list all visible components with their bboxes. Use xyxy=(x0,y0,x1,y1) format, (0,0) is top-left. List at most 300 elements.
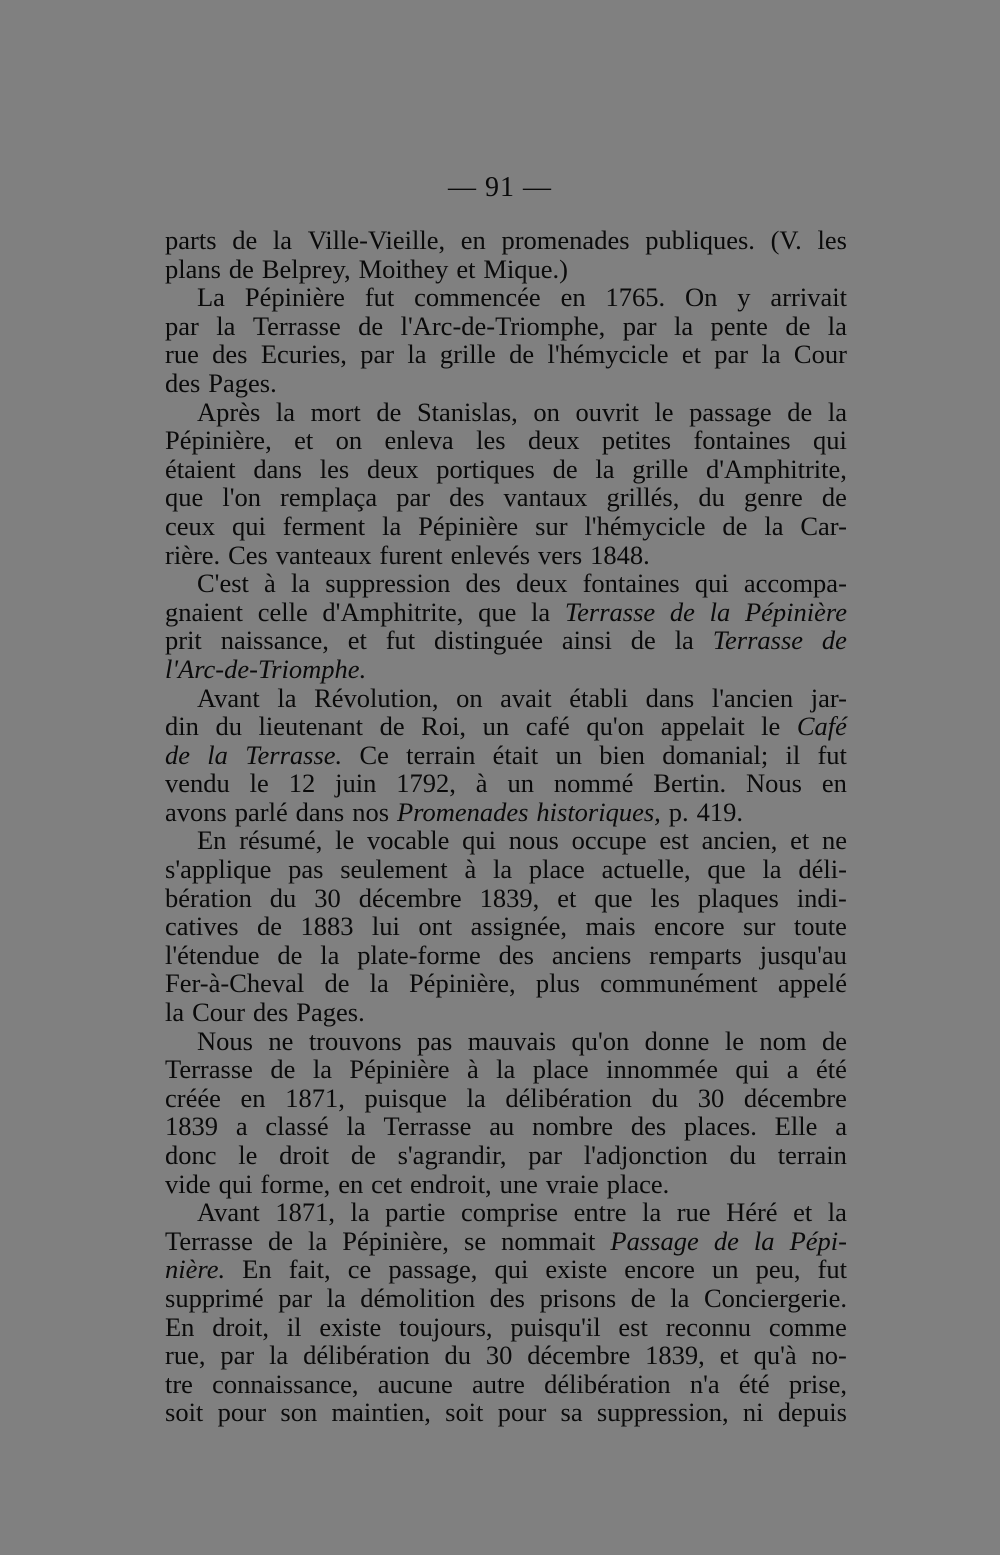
paragraph xyxy=(165,398,847,570)
paragraph xyxy=(165,1027,847,1199)
word: de xyxy=(669,596,695,627)
word: fut xyxy=(817,739,847,770)
word: de xyxy=(257,911,283,942)
word: parts xyxy=(165,225,217,255)
word: la xyxy=(272,225,293,255)
paragraph xyxy=(165,283,847,397)
word: vraie xyxy=(545,1168,599,1199)
word: Ces xyxy=(228,539,268,570)
word: la xyxy=(269,1340,289,1371)
word: été xyxy=(738,1368,770,1399)
word: et xyxy=(790,825,810,856)
word: on xyxy=(335,425,363,456)
word: de xyxy=(324,968,350,999)
word: déli- xyxy=(798,854,847,885)
word: Pépinière xyxy=(418,510,519,541)
word: depuis xyxy=(777,1397,847,1428)
text-line xyxy=(165,340,847,369)
word: ouvrit xyxy=(575,396,639,427)
word: endroit, xyxy=(410,1168,492,1199)
word: partie xyxy=(385,1197,446,1228)
word: la xyxy=(827,310,847,341)
word: place xyxy=(528,854,585,885)
word: des xyxy=(212,339,248,370)
word: mort xyxy=(310,396,361,427)
word: Mique.) xyxy=(483,253,569,284)
word: en xyxy=(240,1082,266,1113)
word: Pépinière, xyxy=(165,425,272,456)
word: qui xyxy=(694,568,729,599)
word: En xyxy=(197,825,227,856)
word: supprimé xyxy=(165,1282,264,1313)
word: 1792, xyxy=(396,768,456,799)
word: de xyxy=(821,1025,847,1056)
word: pour xyxy=(217,1397,267,1428)
word: sur xyxy=(743,911,776,942)
word: l'étendue xyxy=(165,939,260,970)
word: grille xyxy=(632,453,689,484)
word: remparts xyxy=(649,939,742,970)
word: est xyxy=(659,825,689,856)
word: à xyxy=(466,1054,479,1085)
word: des xyxy=(253,997,289,1028)
word: la xyxy=(531,596,551,627)
word: puisque xyxy=(364,1082,447,1113)
word: pente xyxy=(710,310,768,341)
page-number: — 91 — xyxy=(448,172,552,203)
word: l'hémycicle xyxy=(547,339,669,370)
text-line xyxy=(165,1055,847,1084)
word: des xyxy=(498,939,534,970)
text-line xyxy=(165,398,847,427)
word: Roi, xyxy=(421,711,467,742)
word: Ville-Vieille, xyxy=(307,225,446,255)
word: la xyxy=(312,1054,332,1085)
word: l'Arc-de-Triomphe. xyxy=(165,653,367,684)
word: C'est xyxy=(197,568,249,599)
word: ne xyxy=(821,825,847,856)
word: droit xyxy=(279,1140,330,1170)
word: étaient xyxy=(165,453,236,484)
word: juin xyxy=(335,768,377,799)
word: existe xyxy=(319,1311,382,1342)
word: avait xyxy=(500,682,552,713)
word: la xyxy=(827,1197,847,1228)
text-line xyxy=(165,826,847,855)
word: places. xyxy=(684,1111,757,1142)
word: Révolution, xyxy=(314,682,439,713)
word: enlevés xyxy=(450,539,531,570)
word: nous xyxy=(508,825,559,856)
word: l'hémycicle xyxy=(584,510,706,541)
word: seulement xyxy=(340,854,448,885)
word: parlé xyxy=(234,796,288,827)
word: portiques xyxy=(436,453,535,484)
word: fut xyxy=(364,282,395,313)
word: domanial; xyxy=(662,739,769,770)
word: bien xyxy=(599,739,645,770)
word: 1848. xyxy=(590,539,650,570)
word: les xyxy=(650,882,680,913)
word: et xyxy=(681,339,701,370)
word: des xyxy=(449,482,485,513)
word: la xyxy=(827,396,847,427)
word: soit xyxy=(165,1397,204,1428)
word: que xyxy=(478,596,517,627)
word: des xyxy=(489,1282,525,1313)
word: de xyxy=(379,711,405,742)
word: par xyxy=(714,339,749,370)
word: de xyxy=(350,1140,376,1170)
text-line xyxy=(165,1284,847,1313)
word: de xyxy=(358,310,384,341)
word: Ce xyxy=(359,739,389,770)
word: assignée, xyxy=(470,911,568,942)
word: 12 xyxy=(288,768,316,799)
word: nommé xyxy=(553,768,634,799)
word: Conciergerie. xyxy=(703,1282,847,1313)
word: Car- xyxy=(800,510,847,541)
word: du xyxy=(651,1082,679,1113)
text-line xyxy=(165,426,847,455)
text-line xyxy=(165,655,847,684)
word: et xyxy=(294,425,314,456)
word: passage xyxy=(689,396,772,427)
word: nom xyxy=(759,1025,807,1056)
word: la xyxy=(320,939,340,970)
word: passage, xyxy=(388,1254,478,1285)
word: a xyxy=(835,1111,847,1142)
word: En xyxy=(242,1254,272,1285)
word: d'Amphitrite, xyxy=(322,596,464,627)
word: de xyxy=(277,939,303,970)
word: il xyxy=(785,739,801,770)
word: décembre xyxy=(358,882,462,913)
word: qui xyxy=(813,425,847,456)
word: distinguée xyxy=(434,625,543,656)
word: qui xyxy=(735,1054,770,1085)
text-line xyxy=(165,1227,847,1256)
word: suppression, xyxy=(596,1397,729,1428)
text-line xyxy=(165,941,847,970)
word: dans xyxy=(253,453,302,484)
word: fut xyxy=(817,1254,847,1285)
word: deux xyxy=(515,568,568,599)
word: le xyxy=(654,396,674,427)
word: jar- xyxy=(810,682,847,713)
text-line xyxy=(165,226,847,255)
paragraph xyxy=(165,226,847,283)
word: ceux xyxy=(165,510,216,541)
word: rue xyxy=(676,1197,711,1228)
word: de xyxy=(713,1225,739,1256)
word: nière. xyxy=(165,1254,226,1285)
word: Pages. xyxy=(208,367,277,398)
text-line xyxy=(165,483,847,512)
word: historiques, xyxy=(536,796,661,827)
word: Pépinière xyxy=(744,596,847,627)
word: on xyxy=(456,682,483,713)
word: qui xyxy=(494,1254,529,1285)
text-line xyxy=(165,1313,847,1342)
word: de xyxy=(787,396,813,427)
word: classé xyxy=(265,1111,329,1142)
word: la xyxy=(493,854,513,885)
word: En xyxy=(165,1311,195,1342)
text-line xyxy=(165,598,847,627)
text-line xyxy=(165,741,847,770)
word: din xyxy=(165,711,199,742)
word: gnaient xyxy=(165,596,243,627)
word: qui xyxy=(218,1168,253,1199)
word: de xyxy=(630,625,656,656)
text-line xyxy=(165,626,847,655)
word: la xyxy=(753,1225,775,1256)
word: un xyxy=(555,739,583,770)
word: les xyxy=(319,453,350,484)
word: qui xyxy=(231,510,266,541)
word: la xyxy=(275,396,296,427)
word: nombre xyxy=(532,1111,614,1142)
word: fait, xyxy=(288,1254,331,1285)
word: rue xyxy=(165,339,199,370)
word: 1883 xyxy=(300,911,354,942)
word: prisons xyxy=(539,1282,617,1313)
word: puisqu'il xyxy=(510,1311,601,1342)
word: Terrasse. xyxy=(245,739,343,770)
word: un xyxy=(482,711,510,742)
word: arrivait xyxy=(770,282,847,313)
word: de xyxy=(821,482,847,513)
word: en xyxy=(821,768,847,799)
word: 1839, xyxy=(479,882,540,913)
word: Terrasse xyxy=(383,1111,472,1142)
word: à xyxy=(464,854,477,885)
word: qu'à xyxy=(753,1340,797,1371)
word: l'ancien xyxy=(711,682,794,713)
text-line xyxy=(165,512,847,541)
word: et xyxy=(719,1340,739,1371)
word: et xyxy=(347,625,367,656)
word: n'a xyxy=(689,1368,720,1399)
word: avons xyxy=(165,796,227,827)
text-line xyxy=(165,884,847,913)
word: la xyxy=(369,968,389,999)
text-line xyxy=(165,769,847,798)
text-line xyxy=(165,1027,847,1056)
word: 419. xyxy=(696,796,743,827)
word: ce xyxy=(347,1254,372,1285)
word: grillés, xyxy=(606,482,680,513)
word: la xyxy=(709,596,731,627)
word: par xyxy=(360,339,395,370)
word: sa xyxy=(560,1397,583,1428)
word: 30 xyxy=(314,882,341,913)
word: ancien, xyxy=(701,825,778,856)
word: deux xyxy=(527,425,580,456)
word: de xyxy=(821,625,847,656)
word: à xyxy=(475,768,488,799)
word: peu, xyxy=(755,1254,801,1285)
word: la xyxy=(407,339,427,370)
text-line xyxy=(165,1198,847,1227)
word: en xyxy=(560,282,586,313)
text-line xyxy=(165,712,847,741)
word: délibération xyxy=(505,1082,632,1113)
word: vers xyxy=(538,539,583,570)
word: la xyxy=(350,1197,370,1228)
text-line xyxy=(165,1170,847,1199)
word: décembre xyxy=(527,1340,631,1371)
word: la xyxy=(673,310,694,341)
word: la xyxy=(595,453,615,484)
word: délibération xyxy=(544,1368,671,1399)
text-line xyxy=(165,1141,847,1170)
word: Terrasse xyxy=(712,625,804,656)
word: deux xyxy=(366,453,419,484)
word: dans xyxy=(295,796,345,827)
word: jusqu'au xyxy=(759,939,847,970)
word: connaissance, xyxy=(212,1368,359,1399)
word: la xyxy=(761,339,781,370)
word: 1839, xyxy=(645,1340,705,1371)
word: et xyxy=(456,253,476,284)
word: bération xyxy=(165,882,252,913)
word: créée xyxy=(165,1082,221,1113)
word: soit xyxy=(445,1397,484,1428)
word: résumé, xyxy=(239,825,323,856)
word: vanteaux xyxy=(275,539,372,570)
word: et xyxy=(557,882,577,913)
word: aucune xyxy=(377,1368,453,1399)
word: Ecuries, xyxy=(260,339,347,370)
word: prise, xyxy=(788,1368,847,1399)
word: par xyxy=(278,1282,313,1313)
word: Pages. xyxy=(296,997,365,1028)
word: Café xyxy=(796,711,847,742)
word: Moithey xyxy=(358,253,449,284)
word: était xyxy=(492,739,539,770)
word: prit xyxy=(165,625,202,656)
word: ni xyxy=(742,1397,764,1428)
word: à xyxy=(264,568,276,599)
word: délibération xyxy=(303,1340,430,1371)
word: fut xyxy=(385,625,416,656)
word: plate-forme xyxy=(357,939,481,970)
word: sur xyxy=(535,510,568,541)
word: genre xyxy=(743,482,803,513)
word: 30 xyxy=(485,1340,513,1371)
word: 1871, xyxy=(275,1197,335,1228)
word: Pépinière, xyxy=(342,1225,449,1256)
word: droit, xyxy=(212,1311,269,1342)
word: on xyxy=(533,396,560,427)
word: de xyxy=(722,510,748,541)
word: Cour xyxy=(192,997,246,1028)
word: comprise xyxy=(460,1197,559,1228)
word: établi xyxy=(569,682,629,713)
word: tre xyxy=(165,1368,193,1399)
word: petites xyxy=(601,425,672,456)
word: le xyxy=(249,768,269,799)
word: rue, xyxy=(165,1340,206,1371)
word: se xyxy=(464,1225,487,1256)
word: du xyxy=(269,882,297,913)
word: des xyxy=(465,568,501,599)
word: maintien, xyxy=(331,1397,431,1428)
word: 1871, xyxy=(285,1082,345,1113)
word: rière. xyxy=(165,539,221,570)
body-text xyxy=(165,226,847,1427)
word: a xyxy=(235,1111,248,1142)
word: est xyxy=(618,1311,648,1342)
word: la xyxy=(207,739,228,770)
word: cet xyxy=(371,1168,403,1199)
word: Après xyxy=(197,396,261,427)
word: grille xyxy=(439,339,496,370)
word: il xyxy=(286,1311,302,1342)
word: Fer-à-Cheval xyxy=(165,968,305,999)
word: par xyxy=(165,310,199,341)
word: démolition xyxy=(360,1282,476,1313)
word: un xyxy=(507,768,534,799)
word: les xyxy=(476,425,506,456)
word: nos xyxy=(352,796,390,827)
word: de xyxy=(785,310,811,341)
word: l'adjonction xyxy=(583,1140,708,1170)
word: enleva xyxy=(384,425,454,456)
word: celle xyxy=(257,596,308,627)
word: encore xyxy=(653,911,725,942)
word: actuelle, xyxy=(601,854,691,885)
word: de xyxy=(270,1054,296,1085)
word: la xyxy=(326,1282,346,1313)
text-line xyxy=(165,798,847,827)
word: lieutenant xyxy=(258,711,363,742)
word: vantaux xyxy=(503,482,588,513)
word: le xyxy=(724,1025,744,1056)
text-line xyxy=(165,969,847,998)
word: la xyxy=(642,1197,662,1228)
paragraph xyxy=(165,569,847,683)
word: de xyxy=(630,1282,656,1313)
word: promenades xyxy=(501,225,630,255)
text-line xyxy=(165,912,847,941)
word: l'Arc-de-Triomphe, xyxy=(400,310,606,341)
word: Avant xyxy=(197,1197,260,1228)
word: au xyxy=(489,1111,515,1142)
word: 1765. xyxy=(605,282,666,313)
word: y xyxy=(737,282,751,313)
word: donne xyxy=(644,1025,710,1056)
word: anciens xyxy=(551,939,632,970)
word: la xyxy=(382,510,402,541)
word: 1839 xyxy=(165,1111,218,1142)
word: a xyxy=(786,1054,799,1085)
word: de xyxy=(267,1225,293,1256)
word: plaques xyxy=(697,882,779,913)
word: Héré xyxy=(726,1197,778,1228)
word: la xyxy=(674,625,694,656)
word: en xyxy=(338,1168,364,1199)
word: que xyxy=(165,482,204,513)
text-line xyxy=(165,1084,847,1113)
word: du xyxy=(215,711,242,742)
word: que xyxy=(594,882,633,913)
word: de xyxy=(552,453,578,484)
word: Pépinière xyxy=(244,282,345,313)
word: terrain xyxy=(777,1140,847,1170)
